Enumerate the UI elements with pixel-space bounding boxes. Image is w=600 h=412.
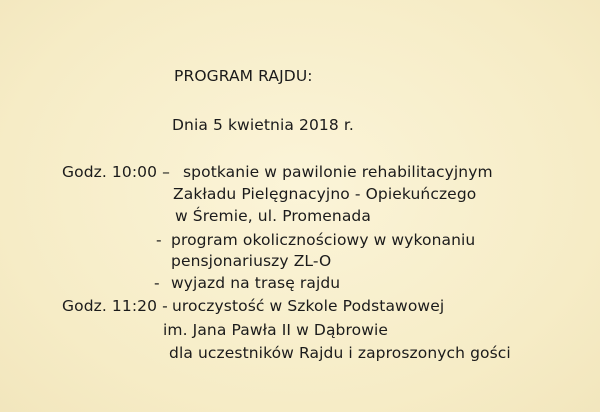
schedule-time-2: Godz. 11:20 - — [62, 297, 168, 315]
schedule-1-item-3-line-1: wyjazd na trasę rajdu — [171, 274, 341, 292]
schedule-1-item-2-line-2: pensjonariuszy ZL-O — [171, 252, 332, 270]
schedule-1-item-1-line-1: spotkanie w pawilonie rehabilitacyjnym — [183, 163, 493, 181]
schedule-1-item-2-line-1: program okolicznościowy w wykonaniu — [171, 231, 476, 249]
event-date: Dnia 5 kwietnia 2018 r. — [172, 116, 354, 134]
schedule-2-item-1-line-3: dla uczestników Rajdu i zaproszonych gości — [169, 344, 511, 362]
schedule-time-1: Godz. 10:00 – — [62, 163, 170, 181]
schedule-2-item-1-line-2: im. Jana Pawła II w Dąbrowie — [163, 321, 389, 339]
schedule-1-item-1-line-3: w Śremie, ul. Promenada — [175, 207, 371, 225]
schedule-2-item-1-line-1: uroczystość w Szkole Podstawowej — [172, 297, 445, 315]
program-title: PROGRAM RAJDU: — [174, 67, 313, 85]
schedule-1-item-3-dash: - — [154, 274, 160, 292]
schedule-1-item-1-line-2: Zakładu Pielęgnacyjno - Opiekuńczego — [173, 185, 477, 203]
schedule-1-item-2-dash: - — [156, 231, 162, 249]
